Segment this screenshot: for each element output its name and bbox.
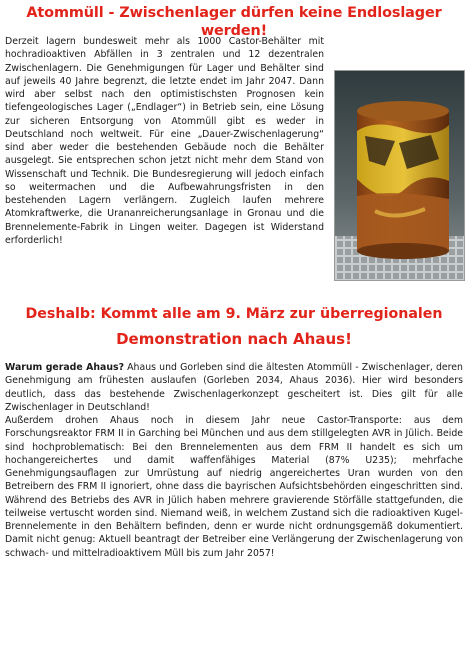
demo-call-heading — [0, 302, 468, 352]
why-ahaus-text: Ahaus und Gorleben sind die ältesten Atommüll - Zwischenlager, deren Genehmigung am frühesten auslaufen (Gorleben 2034, Ahaus 2036). Hier wird besonders deutlich, dass das bestehende Zwischenlagerkonzept gescheitert ist. Dies gilt für alle Zwischenlager in Deutschland! — [5, 362, 463, 413]
barrel-illustration — [335, 71, 464, 280]
castor-transport-paragraph: Außerdem drohen Ahaus noch in diesem Jahr neue Castor-Transporte: aus dem Forschungsreaktor FRM II in Garching bei München und aus dem stillgelegten AVR in Jülich. Beide sind hochproblematisch: Bei den Brennelementen aus dem FRM II handelt es sich um hochangereichertes und damit waffenfähiges Material (87% U235); mehrfache Genehmigungsauflagen zur Umrüstung auf niedrig angereichertes Uran wurden von den Betreibern des FRM II ignoriert, ohne dass die bayrischen Aufsichtsbehörden eingeschritten sind. Während des Betriebs des AVR in Jülich haben mehrere gravierende Störfälle stattgefunden, die teilweise vertuscht worden sind. Niemand weiß, in welchem Zustand sich die radioaktiven Kugel-Brennelemente in den Behältern befinden, denn er wurde nicht ordnungsgemäß dokumentiert. Damit nicht genug: Aktuell beantragt der Betreiber eine Verlängerung der Zwischenlagerung von schwach- und mittelradioaktivem Müll bis zum Jahr 2057! — [5, 415, 463, 559]
why-ahaus-paragraph — [5, 361, 463, 414]
intro-text: Derzeit lagern bundesweit mehr als 1000 Castor-Behälter mit hochradioaktiven Abfällen in 3 zentralen und 12 dezentralen Zwischenlagern. Die Genehmigungen für Lager und Behälter sind auf jeweils 40 Jahre begrenzt, die letzte endet im Jahr 2047. Dann wird aber selbst nach den optimistischsten Prognosen kein tiefengeologisches Lager („Endlager“) in Betrieb sein, eine Lösung zur sicheren Entsorgung von Atommüll gibt es weder in Deutschland noch weltweit. Für eine „Dauer-Zwischenlagerung“ sind aber weder die bestehenden Gebäude noch die Behälter ausgelegt. Sie entsprechen schon jetzt nicht mehr dem Stand von Wissenschaft und Technik. Die Bundesregierung will jedoch einfach so weitermachen und die Aufbewahrungsfristen in den bestehenden Lagern verlängern. Zugleich laufen mehrere Atomkraftwerke, die Urananreicherungsanlage in Gronau und die Brennelemente-Fabrik in Lingen weiter. Dagegen ist Widerstand erforderlich! — [5, 36, 324, 246]
demo-call-line-1: Deshalb: Kommt alle am 9. März zur überregionalen — [25, 306, 443, 322]
headline: Atommüll - Zwischenlager dürfen keine Endloslager werden! — [26, 5, 442, 39]
demo-call-line-2: Demonstration nach Ahaus! — [116, 330, 352, 348]
corroded-barrel-photo — [334, 70, 465, 281]
why-ahaus-lead: Warum gerade Ahaus? — [5, 362, 124, 373]
